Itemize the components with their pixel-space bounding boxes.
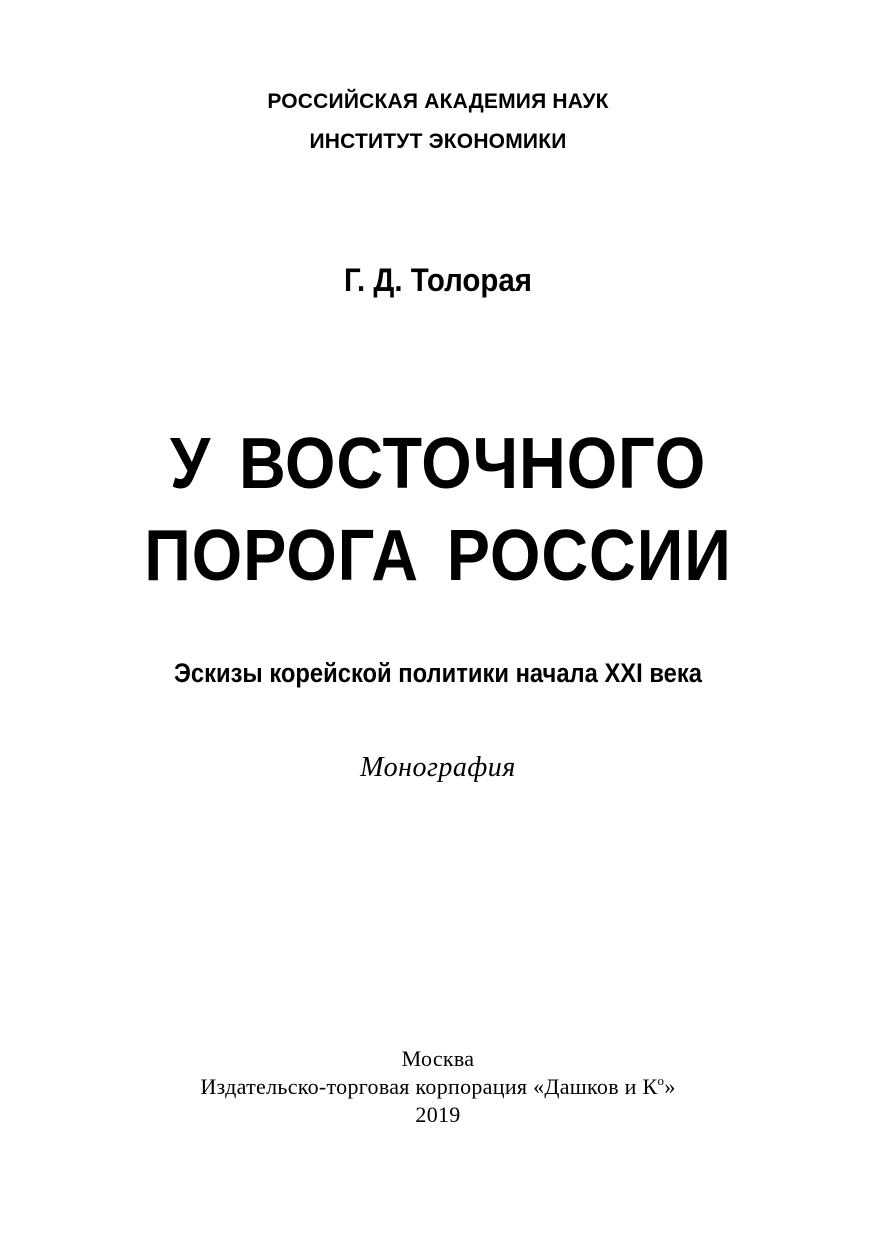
publisher-name-superscript: о: [657, 1073, 665, 1088]
book-title-line-1: У ВОСТОЧНОГО: [169, 424, 707, 504]
organization-name: РОССИЙСКАЯ АКАДЕМИЯ НАУК: [267, 90, 609, 113]
publisher-name: [0, 1074, 876, 1100]
institute-name: ИНСТИТУТ ЭКОНОМИКИ: [309, 130, 567, 153]
publication-city: Москва: [401, 1046, 475, 1071]
book-title-line-2: ПОРОГА РОССИИ: [144, 516, 732, 596]
book-subtitle: Эскизы корейской политики начала XXI века: [174, 658, 702, 688]
book-genre: Монография: [360, 752, 516, 783]
author-name: Г. Д. Толорая: [344, 262, 532, 298]
publication-year: 2019: [415, 1102, 461, 1127]
publisher-name-main: Издательско-торговая корпорация «Дашков и К: [200, 1074, 658, 1099]
publisher-name-closing-quote: »: [664, 1074, 676, 1099]
